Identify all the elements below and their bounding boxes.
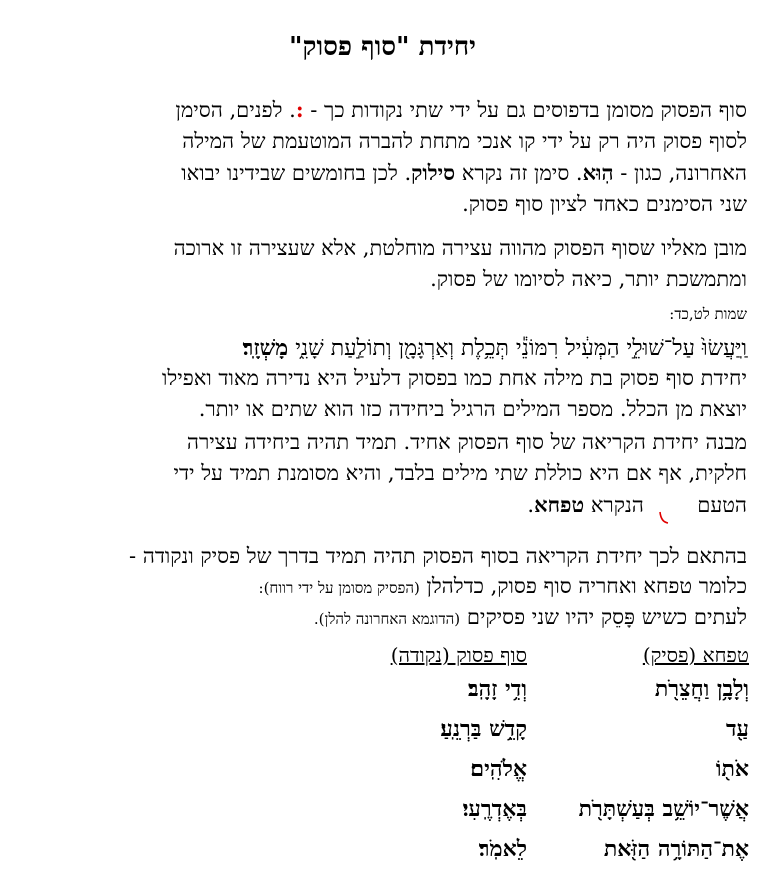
verse-reference: שמות לט,כד: bbox=[669, 305, 747, 323]
example-row-3-tipcha: אֹת֖וֹ bbox=[715, 756, 749, 782]
paragraph-5 bbox=[12, 541, 747, 634]
p3-line-1: יחידת סוף פסוק בת מילה אחת כמו בפסוק דלעיל היא נדירה מאוד ואפילו bbox=[162, 366, 747, 390]
p3-line-2: יוצאת מן הכלל. מספר המילים הרגיל ביחידה כזו הוא שתים או יותר. bbox=[198, 397, 747, 421]
paragraph-4 bbox=[12, 427, 747, 521]
example-row-5-sof-pasuk: לֵאמֹֽר׃ bbox=[478, 836, 527, 862]
paragraph-1 bbox=[12, 94, 747, 220]
sof-pasuk-symbol: : bbox=[295, 97, 304, 122]
example-row-1-tipcha: וְלָבָ֥ן וַחֲצֵרֹ֖ת bbox=[654, 676, 749, 702]
p5-line-3: לעתים כשיש פָּסֵק יהיו שני פסיקים (הדוגמא האחרונה להלן). bbox=[313, 605, 747, 629]
example-row-5-tipcha: אֶת־הַתּוֹרָ֥ה הַזֹּ֖את bbox=[603, 836, 749, 862]
verse-last-word: מָשְׁזָֽר׃ bbox=[242, 335, 289, 361]
column-header-tipcha: טפחא (פסיק) bbox=[642, 643, 749, 667]
example-row-4-sof-pasuk: בְּאֶדְרֶֽעִי׃ bbox=[462, 796, 527, 822]
p1-line-4: שני הסימנים כאחד לציון סוף פסוק. bbox=[462, 192, 747, 216]
example-row-4-tipcha: אֲשֶׁר־יוֹשֵׁ֥ב בְּעַשְׁתָּרֹ֖ת bbox=[578, 796, 749, 822]
p1-line-3: האחרונה, כגון - הֽוּא. סימן זה נקרא סילוק. לכן בחומשים שבידינו יבואו bbox=[181, 160, 747, 185]
p4-line-2: חלקית, אף אם היא כוללת שתי מילים בלבד, והיא מסומנת תמיד על ידי bbox=[173, 461, 747, 485]
paragraph-2 bbox=[12, 233, 747, 295]
example-row-2-sof-pasuk: קָדֵ֥שׁ בַּרְנֵֽעַ׃ bbox=[440, 716, 527, 742]
p1-line-1: סוף הפסוק מסומן בדפוסים גם על ידי שתי נקודות כך - :. לפנים, הסימן bbox=[175, 97, 747, 122]
p4-line-1: מבנה יחידת הקריאה של סוף הפסוק אחיד. תמיד תהיה ביחידה עצירה bbox=[186, 430, 747, 454]
tipcha-mark-icon bbox=[659, 511, 669, 525]
example-row-3-sof-pasuk: אֱלֹהִֽים׃ bbox=[470, 756, 527, 782]
p5-line-1: בהתאם לכך יחידת הקריאה בסוף הפסוק תהיה תמיד בדרך של פסיק ונקודה - bbox=[128, 544, 747, 568]
term-tipcha: טפחא bbox=[534, 492, 585, 517]
p5-line-2: כלומר טפחא ואחריה סוף פסוק, כדלהלן (הפסיק מסומן על ידי רווח): bbox=[258, 574, 747, 598]
p2-line-2: ומתמשכת יותר, כיאה לסיומו של פסוק. bbox=[430, 267, 747, 291]
verse-line bbox=[12, 333, 747, 364]
verse-text: וַֽיַּעֲשׂוּ֙ עַל־שׁוּלֵ֣י הַמְּעִ֔יל רִמּוֹנֵ֕י תְּכֵ֥לֶת וְאַרְגָּמָ֖ן וְתוֹלַ֣עַת שָׁנִ֑י bbox=[288, 336, 747, 361]
p4-line-3: הטעם הנקרא טפחא. bbox=[527, 492, 747, 517]
term-silluk: סילוק bbox=[411, 160, 456, 185]
page-title: יחידת "סוף פסוק" bbox=[289, 32, 476, 62]
p2-line-1: מובן מאליו שסוף הפסוק מהווה עצירה מוחלטת, אלא שעצירה זו ארוכה bbox=[173, 236, 747, 260]
paragraph-3 bbox=[12, 363, 747, 425]
example-word-hu: הֽוּא bbox=[582, 160, 614, 185]
column-header-sof-pasuk: סוף פסוק (נקודה) bbox=[390, 643, 527, 667]
example-row-1-sof-pasuk: וְדִ֥י זָהָֽב׃ bbox=[467, 676, 527, 702]
p1-line-2: לסוף פסוק היה רק על ידי קו אנכי מתחת להברה המוטעמת של המילה bbox=[182, 129, 747, 153]
example-row-2-tipcha: עַ֖ד bbox=[725, 716, 749, 742]
